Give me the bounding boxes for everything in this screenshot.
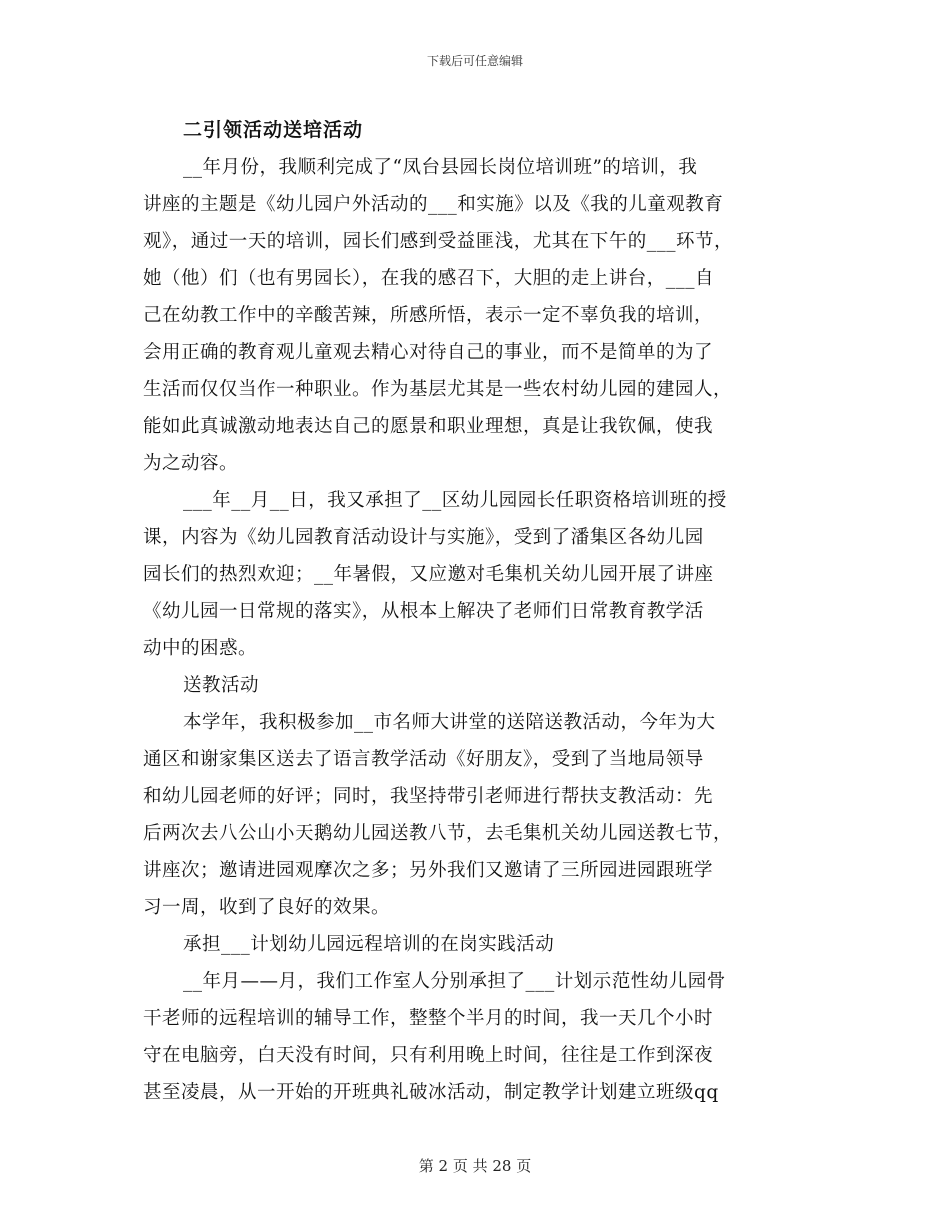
paragraph-line: 守在电脑旁，白天没有时间，只有利用晚上时间，往往是工作到深夜 <box>143 1045 714 1066</box>
paragraph-line: 通区和谢家集区送去了语言教学活动《好朋友》，受到了当地局领导 <box>143 749 704 770</box>
paragraph-line: 园长们的热烈欢迎；__年暑假，又应邀对毛集机关幼儿园开展了讲座 <box>143 564 714 585</box>
paragraph-line: 本学年，我积极参加__市名师大讲堂的送陪送教活动，今年为大 <box>183 712 716 733</box>
subsection-heading: 承担___计划幼儿园远程培训的在岗实践活动 <box>183 934 555 955</box>
paragraph-line: 课，内容为《幼儿园教育活动设计与实施》，受到了潘集区各幼儿园 <box>143 527 704 548</box>
page-header: 下载后可任意编辑 <box>426 54 523 68</box>
paragraph-line: 讲座次；邀请进园观摩次之多；另外我们又邀请了三所园进园跟班学 <box>143 860 714 881</box>
paragraph-line: ___年__月__日，我又承担了__区幼儿园园长任职资格培训班的授 <box>183 490 727 511</box>
paragraph-line: 动中的困惑。 <box>143 638 258 659</box>
paragraph-line: 干老师的远程培训的辅导工作，整整个半月的时间，我一天几个小时 <box>143 1008 714 1029</box>
paragraph-line: 能如此真诚激动地表达自己的愿景和职业理想，真是让我钦佩，使我 <box>143 416 714 437</box>
paragraph-line: 习一周，收到了良好的效果。 <box>143 897 391 918</box>
paragraph-line: 她（他）们（也有男园长），在我的感召下，大胆的走上讲台，___自 <box>143 268 715 289</box>
paragraph-line: 己在幼教工作中的辛酸苦辣，所感所悟，表示一定不辜负我的培训， <box>143 305 714 326</box>
paragraph-line: 观》，通过一天的培训，园长们感到受益匪浅，尤其在下午的___环节， <box>143 231 734 252</box>
page-footer: 第 2 页 共 28 页 <box>418 1157 532 1175</box>
paragraph-line: 会用正确的教育观儿童观去精心对待自己的事业，而不是简单的为了 <box>143 342 714 363</box>
paragraph-line: 讲座的主题是《幼儿园户外活动的___和实施》以及《我的儿童观教育 <box>143 194 724 215</box>
paragraph-line: 后两次去八公山小天鹅幼儿园送教八节，去毛集机关幼儿园送教七节， <box>143 823 733 844</box>
paragraph-line: 《幼儿园一日常规的落实》，从根本上解决了老师们日常教育教学活 <box>143 601 704 622</box>
paragraph-line: 生活而仅仅当作一种职业。作为基层尤其是一些农村幼儿园的建园人， <box>143 379 733 400</box>
paragraph-line: 和幼儿园老师的好评；同时，我坚持带引老师进行帮扶支教活动：先 <box>143 786 714 807</box>
paragraph-line: __年月份，我顺利完成了“凤台县园长岗位培训班”的培训，我 <box>183 157 698 178</box>
subsection-heading: 送教活动 <box>183 675 260 696</box>
paragraph-line: __年月——月，我们工作室人分别承担了___计划示范性幼儿园骨 <box>183 971 726 992</box>
section-heading: 二引领活动送培活动 <box>183 119 364 141</box>
paragraph-line: 甚至凌晨，从一开始的开班典礼破冰活动，制定教学计划建立班级qq <box>143 1082 719 1103</box>
paragraph-line: 为之动容。 <box>143 453 239 474</box>
document-body <box>143 112 811 1111</box>
